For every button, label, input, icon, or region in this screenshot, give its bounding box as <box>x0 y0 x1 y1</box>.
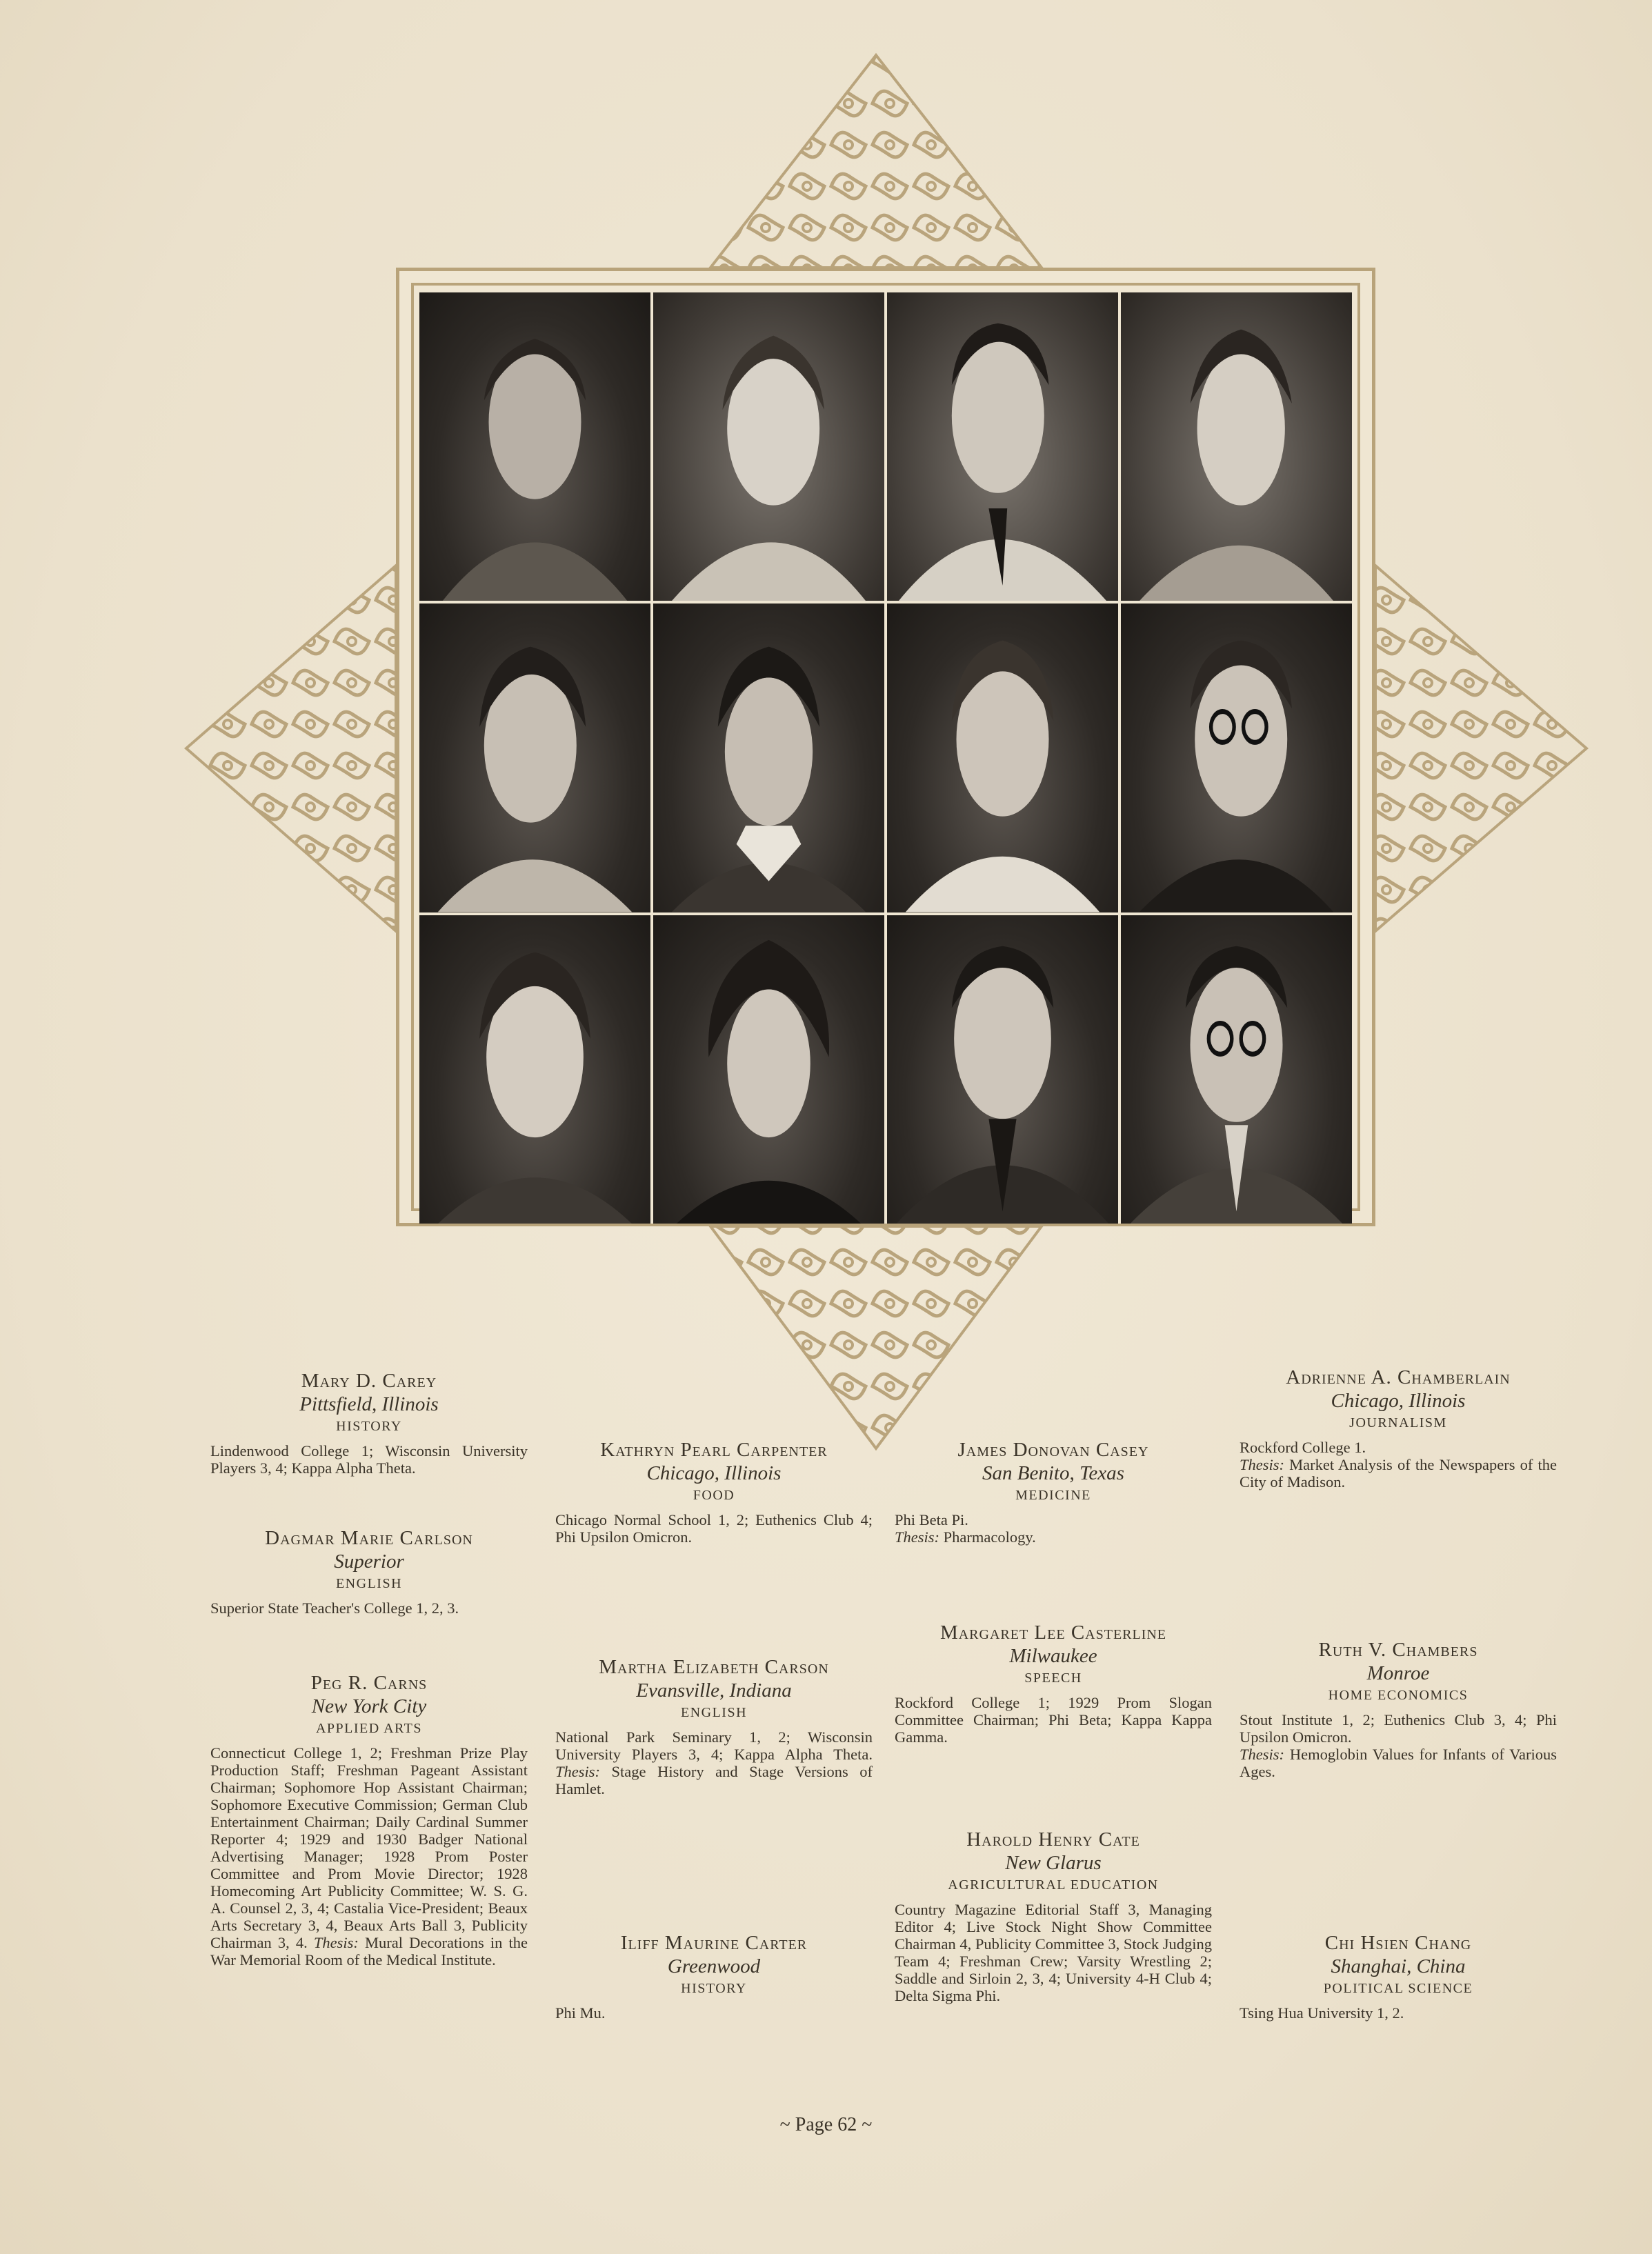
student-name: Dagmar Marie Carlson <box>265 1527 473 1549</box>
student-name: Chi Hsien Chang <box>1324 1932 1472 1954</box>
student-record: Phi Beta Pi. Thesis: Pharmacology. <box>895 1511 1036 1546</box>
student-hometown: Evansville, Indiana <box>636 1679 792 1702</box>
student-name: James Donovan Casey <box>957 1439 1149 1461</box>
portrait-photo <box>419 292 650 601</box>
portrait-photo <box>887 292 1118 601</box>
student-record: Country Magazine Editorial Staff 3, Managing Editor 4; Live Stock Night Show Committee Chairman 4, Publicity Committee 3, Stock Judging Team 4; Freshman Crew; Varsity Wrestling 2; Saddle and Sirloin 2, 3, 4; University 4-H Club 4; Delta Sigma Phi. <box>895 1901 1212 2004</box>
student-name: Iliff Maurine Carter <box>620 1932 808 1954</box>
student-hometown: San Benito, Texas <box>982 1462 1124 1484</box>
portrait-photo <box>653 604 884 912</box>
student-record: Lindenwood College 1; Wisconsin University Players 3, 4; Kappa Alpha Theta. <box>210 1442 528 1477</box>
portrait-photo <box>419 604 650 912</box>
student-hometown: Greenwood <box>667 1955 761 1977</box>
student-record: Superior State Teacher's College 1, 2, 3. <box>210 1599 459 1617</box>
entry-carns <box>210 1671 528 1968</box>
entry-casterline <box>895 1621 1212 1746</box>
student-record: Rockford College 1. Thesis: Market Analysis of the Newspapers of the City of Madison. <box>1240 1439 1558 1490</box>
student-record: Stout Institute 1, 2; Euthenics Club 3, 4; Phi Upsilon Omicron. Thesis: Hemoglobin Values for Infants of Various Ages. <box>1240 1711 1557 1780</box>
portrait-photo <box>887 604 1118 912</box>
entry-chambers <box>1240 1638 1557 1780</box>
portrait-photo <box>653 915 884 1224</box>
student-department: HOME ECONOMICS <box>1328 1688 1469 1703</box>
student-record: Tsing Hua University 1, 2. <box>1240 2004 1404 2022</box>
student-hometown: Chicago, Illinois <box>1331 1390 1466 1412</box>
student-name: Adrienne A. Chamberlain <box>1286 1366 1511 1388</box>
student-hometown: Shanghai, China <box>1331 1955 1466 1977</box>
portrait-photo <box>887 915 1118 1224</box>
student-hometown: Pittsfield, Illinois <box>299 1393 439 1415</box>
student-hometown: Milwaukee <box>1009 1645 1097 1667</box>
entry-chang <box>1240 1931 1557 2022</box>
page-number: ~ Page 62 ~ <box>779 2114 873 2135</box>
student-department: APPLIED ARTS <box>315 1721 423 1736</box>
student-name: Margaret Lee Casterline <box>939 1622 1167 1644</box>
entry-carter <box>555 1931 873 2022</box>
student-record: Phi Mu. <box>555 2004 606 2022</box>
student-name: Mary D. Carey <box>301 1370 437 1392</box>
entry-cate <box>895 1828 1212 2004</box>
student-department: HISTORY <box>336 1419 402 1434</box>
portrait-grid <box>419 292 1352 1224</box>
student-name: Ruth V. Chambers <box>1318 1639 1478 1661</box>
portrait-photo <box>1121 292 1352 601</box>
portrait-photo <box>653 292 884 601</box>
student-hometown: Superior <box>334 1550 404 1573</box>
student-name: Harold Henry Cate <box>966 1828 1140 1851</box>
student-department: HISTORY <box>681 1981 747 1996</box>
student-name: Kathryn Pearl Carpenter <box>600 1439 828 1461</box>
student-record: Connecticut College 1, 2; Freshman Prize Play Production Staff; Freshman Pageant Assistant Chairman; Sophomore Hop Assistant Chairman; Sophomore Executive Commission; German Club Entertainment Chairman; Daily Cardinal Summer Reporter 4; 1929 and 1930 Badger National Advertising Manager; 1928 Prom Poster Committee and Prom Movie Director; 1928 Homecoming Art Publicity Committee; W. S. G. A. Counsel 2, 3, 4; Castalia Vice-President; Beaux Arts Secretary 3, 4, Beaux Arts Ball 3, Publicity Chairman 3, 4. Thesis: Mural Decorations in the War Memorial Room of the Medical Institute. <box>210 1744 528 1968</box>
portrait-photo <box>419 915 650 1224</box>
student-hometown: New York City <box>311 1695 427 1717</box>
entry-casey <box>895 1438 1212 1546</box>
entry-carpenter <box>555 1438 873 1546</box>
student-hometown: Chicago, Illinois <box>646 1462 782 1484</box>
entry-carey <box>210 1369 528 1477</box>
entry-carlson <box>210 1526 528 1617</box>
student-hometown: Monroe <box>1366 1662 1430 1684</box>
student-record: Chicago Normal School 1, 2; Euthenics Club 4; Phi Upsilon Omicron. <box>555 1511 873 1546</box>
entry-chamberlain <box>1240 1366 1557 1490</box>
student-department: AGRICULTURAL EDUCATION <box>948 1877 1159 1893</box>
student-name: Peg R. Carns <box>310 1672 428 1694</box>
portrait-photo <box>1121 604 1352 912</box>
student-department: SPEECH <box>1024 1670 1082 1686</box>
student-department: POLITICAL SCIENCE <box>1323 1981 1473 1996</box>
student-department: ENGLISH <box>680 1705 748 1720</box>
student-record: National Park Seminary 1, 2; Wisconsin University Players 3, 4; Kappa Alpha Theta. Thesis: Stage History and Stage Versions of Hamlet. <box>555 1728 873 1797</box>
student-department: FOOD <box>693 1488 735 1503</box>
student-department: ENGLISH <box>335 1576 403 1591</box>
entry-carson <box>555 1655 873 1797</box>
portrait-photo <box>1121 915 1352 1224</box>
student-department: MEDICINE <box>1015 1488 1091 1503</box>
student-name: Martha Elizabeth Carson <box>599 1656 829 1678</box>
student-hometown: New Glarus <box>1005 1852 1102 1874</box>
student-department: JOURNALISM <box>1349 1415 1447 1430</box>
student-record: Rockford College 1; 1929 Prom Slogan Committee Chairman; Phi Beta; Kappa Kappa Gamma. <box>895 1694 1212 1746</box>
